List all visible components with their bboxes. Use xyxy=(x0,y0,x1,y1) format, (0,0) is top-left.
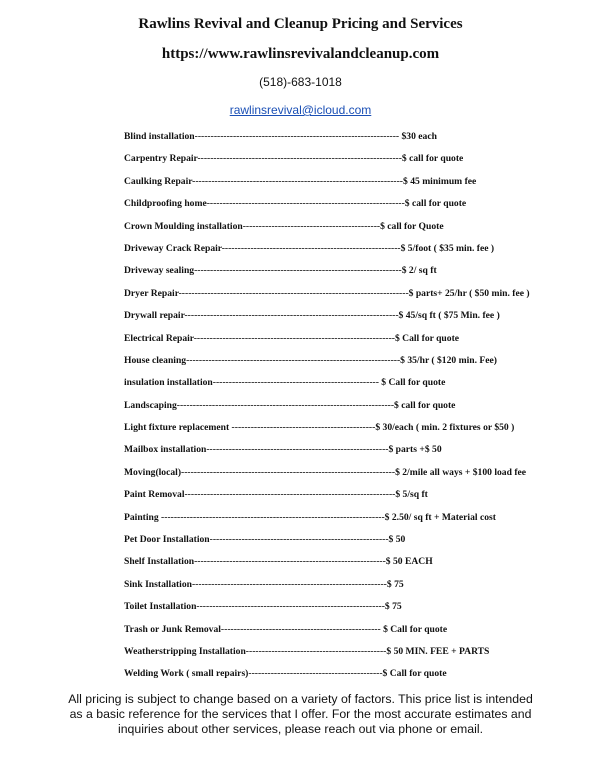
service-row: Shelf Installation------------------------------------------------------------$ 50 EACH xyxy=(124,556,433,568)
service-row: Pet Door Installation--------------------------------------------------------$ 50 xyxy=(124,534,406,546)
service-row: Driveway Crack Repair--------------------------------------------------------$ 5/foot ( $35 min. fee ) xyxy=(124,242,495,254)
service-row: Blind installation---------------------------------------------------------------- $30 each xyxy=(124,131,437,142)
service-row: Painting ----------------------------------------------------------------------$ 2.50/ sq ft + Material cost xyxy=(124,511,496,523)
service-row: Crown Moulding installation-------------------------------------------$ call for Quote xyxy=(124,220,444,232)
page-title: Rawlins Revival and Cleanup Pricing and Services xyxy=(138,16,463,32)
service-row: Mailbox installation---------------------------------------------------------$ parts +$ 50 xyxy=(124,444,442,456)
disclaimer-line: as a basic reference for the services that I offer. For the most accurate estimates and xyxy=(69,707,532,721)
service-row: Paint Removal------------------------------------------------------------------$ 5/sq ft xyxy=(124,489,428,501)
service-row: Drywall repair-------------------------------------------------------------------$ 45/sq ft ( $75 Min. fee ) xyxy=(124,310,500,322)
service-row: insulation installation---------------------------------------------------- $ Call for quote xyxy=(124,377,446,389)
website-url[interactable]: https://www.rawlinsrevivalandcleanup.com xyxy=(161,46,440,62)
services-price-list xyxy=(124,126,544,686)
service-row: House cleaning-------------------------------------------------------------------$ 35/hr ( $120 min. Fee) xyxy=(124,354,497,366)
service-row: Driveway sealing-----------------------------------------------------------------$ 2/ sq ft xyxy=(124,265,437,277)
service-row: Electrical Repair---------------------------------------------------------------$ Call for quote xyxy=(124,332,460,344)
service-row: Sink Installation-------------------------------------------------------------$ 75 xyxy=(124,578,404,590)
service-row: Carpentry Repair----------------------------------------------------------------$ call for quote xyxy=(124,153,464,165)
service-row: Trash or Junk Removal-------------------------------------------------- $ Call for quote xyxy=(124,623,448,635)
service-row: Caulking Repair------------------------------------------------------------------$ 45 minimum fee xyxy=(124,175,477,187)
service-row: Dryer Repair------------------------------------------------------------------------$ parts+ 25/hr ( $50 min. fee ) xyxy=(124,287,530,299)
service-row: Toilet Installation-----------------------------------------------------------$ 75 xyxy=(124,601,402,613)
service-row: Weatherstripping Installation--------------------------------------------$ 50 MIN. FEE + PARTS xyxy=(124,645,490,657)
email-link[interactable]: rawlinsrevival@icloud.com xyxy=(229,103,372,117)
service-row: Moving(local)-------------------------------------------------------------------$ 2/mile all ways + $100 load fee xyxy=(124,466,527,478)
service-row: Light fixture replacement ---------------------------------------------$ 30/each ( min. 2 fixtures or $50 ) xyxy=(124,422,515,434)
disclaimer-line: All pricing is subject to change based on a variety of factors. This price list is intended xyxy=(68,692,533,706)
service-row: Welding Work ( small repairs)------------------------------------------$ Call for quote xyxy=(124,668,447,680)
disclaimer-line: inquiries about other services, please reach out via phone or email. xyxy=(117,722,484,736)
phone-number: (518)-683-1018 xyxy=(259,75,342,89)
service-row: Childproofing home--------------------------------------------------------------$ call for quote xyxy=(124,198,467,210)
pricing-disclaimer xyxy=(40,692,561,737)
service-row: Landscaping--------------------------------------------------------------------$ call for quote xyxy=(124,399,456,411)
